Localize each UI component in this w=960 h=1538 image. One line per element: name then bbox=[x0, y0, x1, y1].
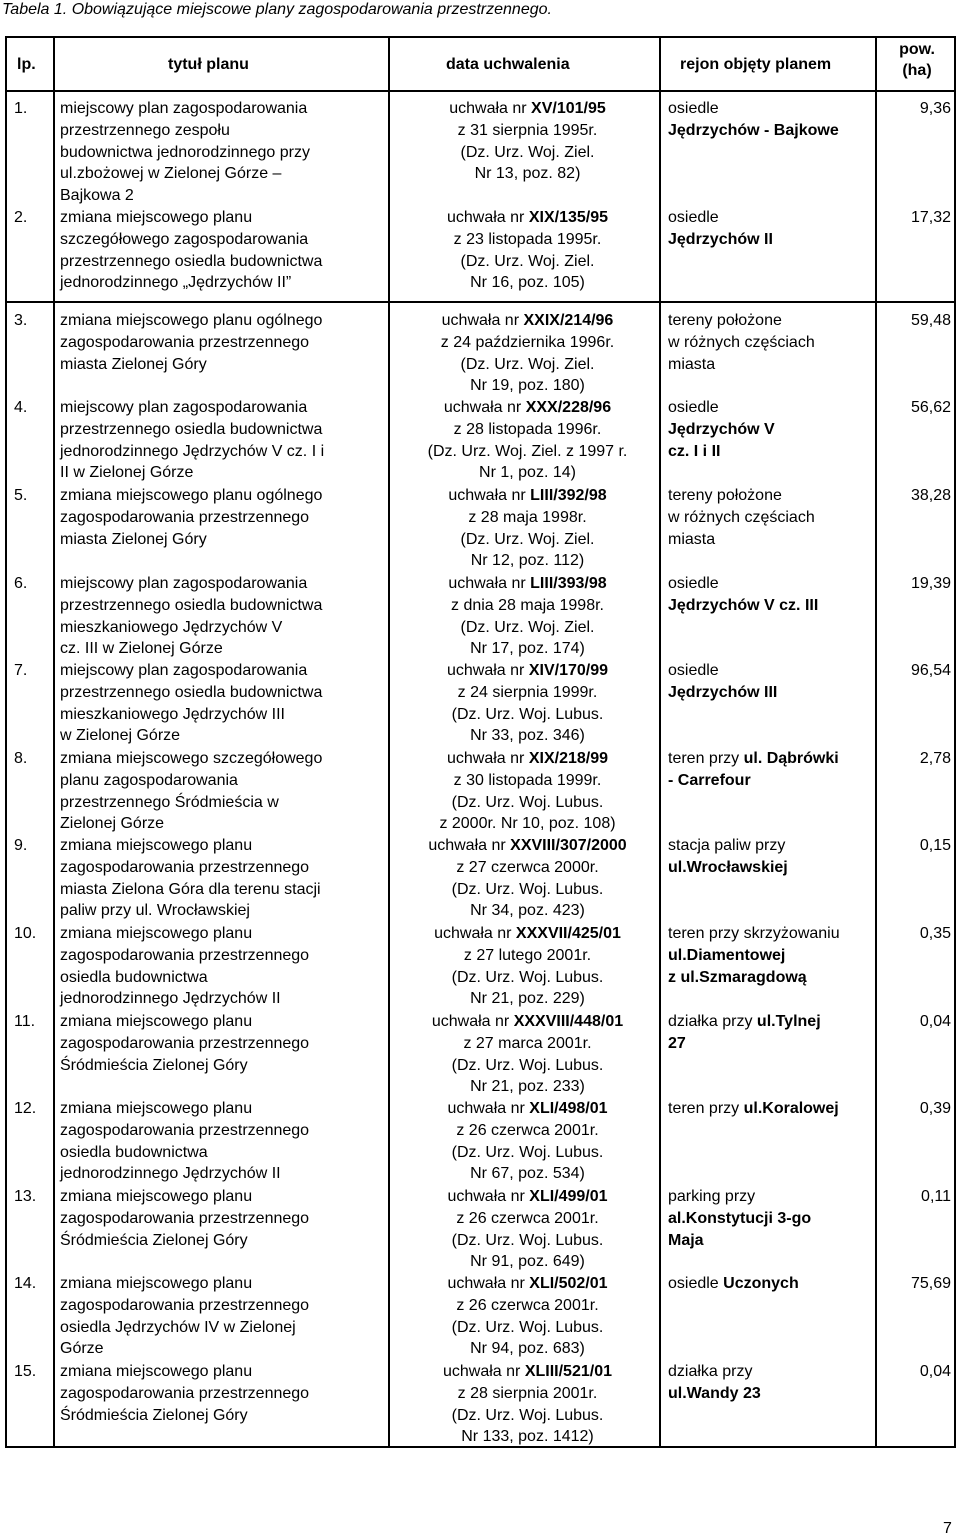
table-right-border bbox=[954, 36, 956, 1448]
plan-region bbox=[668, 660, 878, 704]
plan-area: 9,36 bbox=[919, 100, 951, 117]
region-text: osiedle bbox=[668, 662, 719, 679]
resolution-date bbox=[395, 748, 660, 835]
plan-region bbox=[668, 310, 878, 375]
resolution-prefix: uchwała nr bbox=[428, 837, 511, 854]
resolution-details: z dnia 28 maja 1998r. (Dz. Urz. Woj. Ziel. Nr 17, poz. 174) bbox=[451, 596, 604, 658]
resolution-details: z 31 sierpnia 1995r. (Dz. Urz. Woj. Ziel. Nr 13, poz. 82) bbox=[457, 121, 598, 183]
resolution-number: XXX/228/96 bbox=[525, 399, 612, 416]
resolution-date bbox=[395, 923, 660, 1010]
region-text: teren przy bbox=[668, 750, 744, 767]
resolution-date bbox=[395, 310, 660, 397]
resolution-number: XXXVII/425/01 bbox=[515, 925, 621, 942]
plan-region bbox=[668, 923, 878, 988]
plan-area: 0,39 bbox=[919, 1100, 951, 1117]
plan-area: 75,69 bbox=[910, 1275, 951, 1292]
plan-title: zmiana miejscowego planu ogólnego zagospodarowania przestrzennego miasta Zielonej Góry bbox=[60, 487, 323, 548]
plan-area: 2,78 bbox=[919, 750, 951, 767]
resolution-number: XLIII/521/01 bbox=[524, 1363, 612, 1380]
plan-area: 96,54 bbox=[910, 662, 951, 679]
plan-title: miejscowy plan zagospodarowania przestrzennego zespołu budownictwa jednorodzinnego przy ul.zbożowej w Zielonej Górze – Bajkowa 2 bbox=[60, 100, 310, 205]
plan-title: zmiana miejscowego planu ogólnego zagospodarowania przestrzennego miasta Zielonej Góry bbox=[60, 312, 323, 373]
region-text: osiedle bbox=[668, 209, 719, 226]
region-name: al.Konstytucji 3-go Maja bbox=[668, 1209, 812, 1249]
plan-title: miejscowy plan zagospodarowania przestrzennego osiedla budownictwa mieszkaniowego Jędrzychów III w Zielonej Górze bbox=[60, 662, 323, 745]
resolution-number: XV/101/95 bbox=[531, 100, 606, 117]
resolution-date bbox=[395, 1273, 660, 1360]
resolution-details: z 28 sierpnia 2001r. (Dz. Urz. Woj. Lubus. Nr 133, poz. 1412) bbox=[451, 1384, 604, 1446]
plan-region bbox=[668, 1361, 878, 1405]
region-text: osiedle bbox=[668, 575, 719, 592]
plan-region bbox=[668, 207, 878, 251]
table-caption: Tabela 1. Obowiązujące miejscowe plany zagospodarowania przestrzennego. bbox=[2, 1, 552, 18]
plan-region bbox=[668, 397, 878, 462]
resolution-details: z 28 maja 1998r. (Dz. Urz. Woj. Ziel. Nr 12, poz. 112) bbox=[460, 508, 595, 570]
plan-title: zmiana miejscowego planu zagospodarowania przestrzennego Śródmieścia Zielonej Góry bbox=[60, 1363, 310, 1424]
resolution-prefix: uchwała nr bbox=[448, 487, 531, 504]
resolution-date bbox=[395, 835, 660, 922]
region-name: ul.Koralowej bbox=[743, 1100, 839, 1117]
plan-region bbox=[668, 573, 878, 617]
row-number: 9. bbox=[14, 837, 28, 854]
resolution-prefix: uchwała nr bbox=[443, 1363, 525, 1380]
plan-area: 0,15 bbox=[919, 837, 951, 854]
page-number: 7 bbox=[943, 1520, 952, 1537]
region-text: osiedle bbox=[668, 399, 719, 416]
plan-region bbox=[668, 1098, 878, 1120]
resolution-number: XXXVIII/448/01 bbox=[513, 1013, 624, 1030]
resolution-details: z 26 czerwca 2001r. (Dz. Urz. Woj. Lubus. Nr 94, poz. 683) bbox=[451, 1296, 604, 1358]
plan-title: zmiana miejscowego szczegółowego planu zagospodarowania przestrzennego Śródmieścia w Zielonej Górze bbox=[60, 750, 323, 833]
region-name: Jędrzychów II bbox=[668, 230, 773, 248]
row-number: 7. bbox=[14, 662, 28, 679]
region-text: osiedle bbox=[668, 1275, 724, 1292]
row-number: 8. bbox=[14, 750, 28, 767]
region-name: Jędrzychów V cz. I i II bbox=[668, 420, 775, 460]
row-number: 11. bbox=[14, 1013, 36, 1030]
table-group-separator bbox=[5, 301, 956, 303]
resolution-number: LIII/392/98 bbox=[530, 487, 607, 504]
region-name: ul.Diamentowej z ul.Szmaragdową bbox=[668, 946, 807, 986]
resolution-number: XXIX/214/96 bbox=[523, 312, 614, 329]
region-text: teren przy skrzyżowaniu bbox=[668, 925, 840, 942]
resolution-details: z 26 czerwca 2001r. (Dz. Urz. Woj. Lubus. Nr 91, poz. 649) bbox=[451, 1209, 604, 1271]
row-number: 15. bbox=[14, 1363, 37, 1380]
region-name: ul. Dąbrówki - Carrefour bbox=[668, 750, 839, 789]
header-area: pow. (ha) bbox=[899, 41, 935, 79]
resolution-details: z 27 marca 2001r. (Dz. Urz. Woj. Lubus. Nr 21, poz. 233) bbox=[451, 1034, 604, 1096]
region-text: tereny położone w różnych częściach miasta bbox=[668, 487, 815, 548]
table-top-border bbox=[5, 36, 956, 38]
row-number: 4. bbox=[14, 399, 28, 416]
plan-region bbox=[668, 1273, 878, 1295]
resolution-number: XIX/135/95 bbox=[528, 209, 608, 226]
region-name: Uczonych bbox=[723, 1275, 799, 1292]
row-number: 10. bbox=[14, 925, 37, 942]
plan-title: zmiana miejscowego planu zagospodarowania przestrzennego miasta Zielona Góra dla terenu stacji paliw przy ul. Wrocławskiej bbox=[60, 837, 321, 920]
resolution-details: z 26 czerwca 2001r. (Dz. Urz. Woj. Lubus. Nr 67, poz. 534) bbox=[451, 1121, 604, 1183]
row-number: 14. bbox=[14, 1275, 37, 1292]
resolution-details: z 28 listopada 1996r. (Dz. Urz. Woj. Ziel. z 1997 r. Nr 1, poz. 14) bbox=[427, 420, 628, 482]
region-name: Jędrzychów III bbox=[668, 683, 778, 701]
resolution-prefix: uchwała nr bbox=[447, 209, 529, 226]
resolution-number: XXVIII/307/2000 bbox=[510, 837, 627, 854]
row-number: 5. bbox=[14, 487, 28, 504]
region-name: ul.Wrocławskiej bbox=[668, 858, 788, 876]
resolution-prefix: uchwała nr bbox=[447, 750, 529, 767]
resolution-prefix: uchwała nr bbox=[447, 1188, 530, 1205]
resolution-date bbox=[395, 397, 660, 484]
plan-title: zmiana miejscowego planu zagospodarowania przestrzennego osiedla budownictwa jednorodzinnego Jędrzychów II bbox=[60, 925, 310, 1008]
header-title: tytuł planu bbox=[168, 56, 249, 73]
plan-title: miejscowy plan zagospodarowania przestrzennego osiedla budownictwa mieszkaniowego Jędrzychów V cz. III w Zielonej Górze bbox=[60, 575, 323, 658]
plan-title: zmiana miejscowego planu zagospodarowania przestrzennego Śródmieścia Zielonej Góry bbox=[60, 1188, 310, 1249]
plan-area: 0,04 bbox=[919, 1363, 951, 1380]
plan-area: 17,32 bbox=[910, 209, 951, 226]
resolution-number: LIII/393/98 bbox=[530, 575, 607, 592]
row-number: 2. bbox=[14, 209, 28, 226]
resolution-date bbox=[395, 98, 660, 185]
resolution-prefix: uchwała nr bbox=[447, 1100, 530, 1117]
plan-title: miejscowy plan zagospodarowania przestrzennego osiedla budownictwa jednorodzinnego Jędrzychów V cz. I i II w Zielonej Górze bbox=[60, 399, 325, 482]
plan-region bbox=[668, 485, 878, 550]
plan-region bbox=[668, 748, 878, 792]
plan-area: 38,28 bbox=[910, 487, 951, 504]
resolution-prefix: uchwała nr bbox=[441, 312, 524, 329]
plan-area: 56,62 bbox=[910, 399, 951, 416]
plan-area: 0,35 bbox=[919, 925, 951, 942]
region-text: działka przy bbox=[668, 1363, 753, 1380]
resolution-date bbox=[395, 207, 660, 294]
resolution-number: XLI/498/01 bbox=[529, 1100, 608, 1117]
region-text: stacja paliw przy bbox=[668, 837, 786, 854]
resolution-date bbox=[395, 660, 660, 747]
region-text: tereny położone w różnych częściach miasta bbox=[668, 312, 815, 373]
plan-region bbox=[668, 1186, 878, 1251]
plan-title: zmiana miejscowego planu zagospodarowania przestrzennego Śródmieścia Zielonej Góry bbox=[60, 1013, 310, 1074]
resolution-prefix: uchwała nr bbox=[447, 662, 529, 679]
resolution-date bbox=[395, 485, 660, 572]
plan-area: 59,48 bbox=[910, 312, 951, 329]
resolution-date bbox=[395, 1011, 660, 1098]
plan-title: zmiana miejscowego planu zagospodarowania przestrzennego osiedla Jędrzychów IV w Zielonej Górze bbox=[60, 1275, 310, 1358]
header-lp: lp. bbox=[17, 56, 36, 73]
resolution-number: XIX/218/99 bbox=[528, 750, 608, 767]
plan-area: 0,11 bbox=[921, 1188, 951, 1205]
region-name: ul.Wandy 23 bbox=[668, 1384, 761, 1402]
resolution-prefix: uchwała nr bbox=[434, 925, 516, 942]
table-header-separator bbox=[5, 90, 956, 92]
header-date: data uchwalenia bbox=[446, 56, 570, 73]
region-text: teren przy bbox=[668, 1100, 744, 1117]
resolution-prefix: uchwała nr bbox=[449, 100, 532, 117]
region-name: ul.Tylnej 27 bbox=[668, 1013, 821, 1052]
plan-area: 19,39 bbox=[910, 575, 951, 592]
resolution-date bbox=[395, 1186, 660, 1273]
row-number: 3. bbox=[14, 312, 28, 329]
header-region: rejon objęty planem bbox=[680, 56, 832, 73]
resolution-date bbox=[395, 1098, 660, 1185]
region-text: parking przy bbox=[668, 1188, 756, 1205]
row-number: 1. bbox=[14, 100, 28, 117]
plan-title: zmiana miejscowego planu zagospodarowania przestrzennego osiedla budownictwa jednorodzinnego Jędrzychów II bbox=[60, 1100, 310, 1183]
plan-region bbox=[668, 1011, 878, 1055]
region-name: Jędrzychów V cz. III bbox=[668, 596, 819, 614]
plan-region bbox=[668, 835, 878, 879]
resolution-details: z 30 listopada 1999r. (Dz. Urz. Woj. Lubus. z 2000r. Nr 10, poz. 108) bbox=[439, 771, 616, 833]
row-number: 6. bbox=[14, 575, 28, 592]
resolution-details: z 27 lutego 2001r. (Dz. Urz. Woj. Lubus. Nr 21, poz. 229) bbox=[451, 946, 604, 1008]
resolution-number: XIV/170/99 bbox=[528, 662, 608, 679]
plan-title: zmiana miejscowego planu szczegółowego zagospodarowania przestrzennego osiedla budownictwa jednorodzinnego „Jędrzychów II” bbox=[60, 209, 323, 292]
column-divider-lp bbox=[53, 36, 55, 1448]
resolution-details: z 24 października 1996r. (Dz. Urz. Woj. Ziel. Nr 19, poz. 180) bbox=[440, 333, 615, 395]
resolution-details: z 27 czerwca 2000r. (Dz. Urz. Woj. Lubus. Nr 34, poz. 423) bbox=[451, 858, 604, 920]
region-text: działka przy bbox=[668, 1013, 757, 1030]
resolution-details: z 23 listopada 1995r. (Dz. Urz. Woj. Ziel. Nr 16, poz. 105) bbox=[453, 230, 602, 292]
resolution-prefix: uchwała nr bbox=[448, 575, 531, 592]
plan-region bbox=[668, 98, 878, 142]
row-number: 13. bbox=[14, 1188, 37, 1205]
plan-area: 0,04 bbox=[919, 1013, 951, 1030]
resolution-details: z 24 sierpnia 1999r. (Dz. Urz. Woj. Lubus. Nr 33, poz. 346) bbox=[451, 683, 604, 745]
resolution-prefix: uchwała nr bbox=[443, 399, 526, 416]
resolution-number: XLI/499/01 bbox=[529, 1188, 608, 1205]
region-text: osiedle bbox=[668, 100, 719, 117]
resolution-date bbox=[395, 573, 660, 660]
table-left-border bbox=[5, 36, 7, 1448]
row-number: 12. bbox=[14, 1100, 37, 1117]
region-name: Jędrzychów - Bajkowe bbox=[668, 121, 839, 139]
resolution-number: XLI/502/01 bbox=[529, 1275, 608, 1292]
resolution-prefix: uchwała nr bbox=[447, 1275, 530, 1292]
resolution-date bbox=[395, 1361, 660, 1448]
resolution-prefix: uchwała nr bbox=[431, 1013, 514, 1030]
